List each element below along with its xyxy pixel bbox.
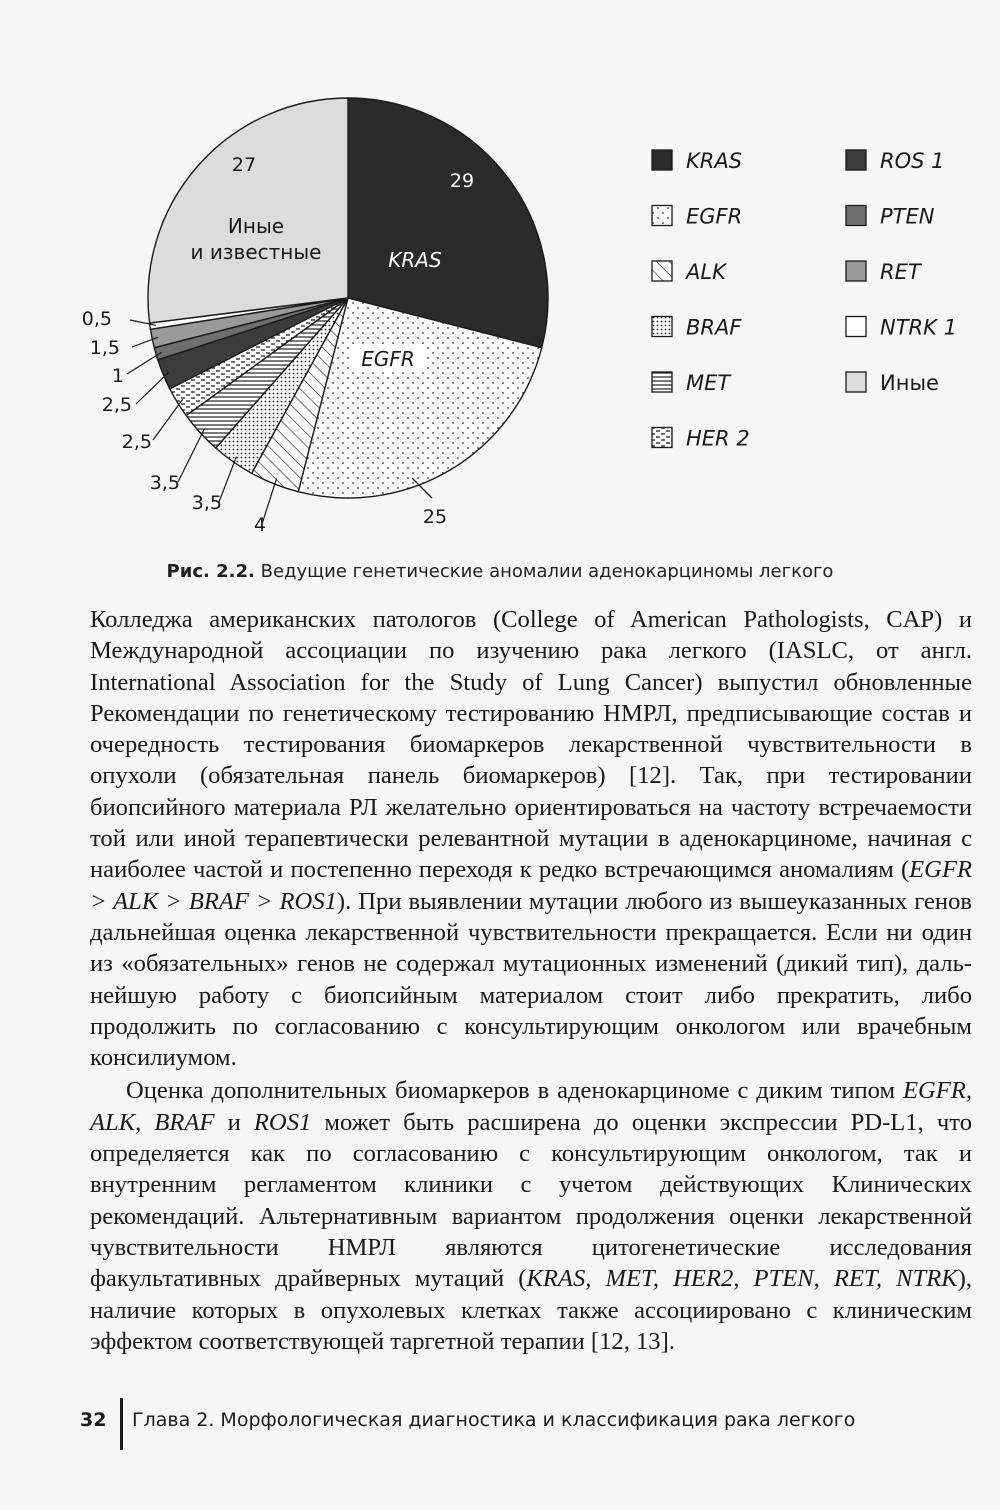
legend-swatch <box>846 372 866 392</box>
legend-item-pten <box>846 205 935 229</box>
slice-value-label: 27 <box>231 154 257 176</box>
leader-line <box>127 352 162 374</box>
slice-value-label: 0,5 <box>81 308 112 330</box>
legend-item-alk <box>652 260 728 284</box>
legend-swatch <box>846 206 866 226</box>
legend-label: NTRK 1 <box>880 315 957 340</box>
legend-label: RET <box>880 260 921 284</box>
text-run: ), наличие которых в опухолевых клетках также ассоциировано с клиническим эффектом соответствующей таргетной терапии [12, 13]. <box>90 1265 972 1355</box>
legend-swatch <box>652 206 672 226</box>
legend-label: ALK <box>686 260 726 284</box>
legend-item-egfr <box>652 205 742 229</box>
chart-legend <box>652 149 957 451</box>
figure-caption-text: Ведущие генетические аномалии аденокарциномы легкого <box>260 561 834 582</box>
paragraph <box>90 1075 972 1357</box>
slice-value-label: 25 <box>422 506 448 528</box>
figure-caption <box>0 561 1000 582</box>
legend-swatch <box>846 317 866 337</box>
legend-item-иные <box>846 371 939 395</box>
legend-label: ROS 1 <box>880 149 945 173</box>
legend-swatch <box>846 261 866 281</box>
legend-label: EGFR <box>686 204 743 229</box>
text-run: Оценка дополнительных биомаркеров в аденокарциноме с диким типом <box>126 1077 904 1105</box>
legend-swatch <box>846 150 866 170</box>
legend-item-ros-1 <box>846 149 945 173</box>
page-number: 32 <box>80 1409 107 1431</box>
slice-inner-label: и известные <box>190 240 322 264</box>
slice-inner-label: Иные <box>227 214 285 238</box>
text-run: ). При выявлении мутации любого из вышеуказанных генов дальнейшая оценка лекарственной чувствительности прекращается. Если ни один из «обязательных» генов не содержал мутационных изменений (дикий тип), дальнейшую работу с биопсийным материалом стоит либо прекратить, либо продолжить по согласованию с консультирующим онкологом или врачебным консилиумом. <box>90 887 972 1072</box>
pie-slices <box>148 98 548 498</box>
legend-item-kras <box>652 149 742 173</box>
legend-item-braf <box>652 316 742 340</box>
leader-line <box>153 399 183 440</box>
italic-term: EGFR, ALK, BRAF <box>90 1077 972 1136</box>
slice-value-label: 2,5 <box>121 431 152 453</box>
paragraph <box>90 604 972 1073</box>
slice-value-label: 3,5 <box>149 472 180 494</box>
pie-chart <box>0 0 1000 550</box>
text-run: и <box>214 1108 254 1136</box>
slice-inner-label: EGFR <box>361 347 415 371</box>
italic-term: ROS1 <box>253 1108 312 1136</box>
slice-value-label: 29 <box>449 170 475 192</box>
text-run: может быть расширена до оценки экспрессии PD-L1, что определяется как по согласованию с консультирующим онкологом, так и внутренним регламентом клиники с учетом действующих Клинических рекомендаций. Альтернативным вариантом продолжения оценки лекарственной чувствительности НМРЛ являются цитогенетические исследования факультативных драйверных мутаций ( <box>90 1108 972 1293</box>
slice-value-label: 4 <box>253 514 266 536</box>
legend-item-ret <box>846 260 923 284</box>
legend-swatch <box>652 317 672 337</box>
legend-item-met <box>652 371 732 395</box>
legend-item-ntrk-1 <box>846 316 957 340</box>
italic-term: KRAS, MET, HER2, PTEN, RET, NTRK <box>526 1265 958 1293</box>
leader-line <box>136 372 169 404</box>
legend-label: BRAF <box>686 315 742 340</box>
figure-number: Рис. 2.2. <box>166 561 255 582</box>
legend-item-her-2 <box>652 427 750 451</box>
body-text <box>90 604 972 1357</box>
running-footer-chapter: Глава 2. Морфологическая диагностика и классификация рака легкого <box>132 1409 856 1431</box>
legend-swatch <box>652 372 672 392</box>
legend-label: HER 2 <box>686 426 750 451</box>
legend-label: Иные <box>880 371 939 395</box>
pie-slice-иные <box>148 98 348 323</box>
slice-value-label: 2,5 <box>101 394 132 416</box>
legend-label: PTEN <box>880 204 935 229</box>
text-run: Колледжа американских патологов (College of American Pathologists, CAP) и Международной ассоциации по изучению рака легкого (IASLC, от англ. International Association for the Study of Lung Cancer) выпустил обновленные Рекомендации по генетическому тестированию НМРЛ, предписывающие состав и очередность тестирования биомаркеров лекарственной чувствительности в опухоли (обязательная панель биомаркеров) [12]. Так, при тестировании биопсийного материала РЛ желательно ориентироваться на частоту встречаемости той или иной терапевтически релевантной мутации в аденокарциноме, начиная с наиболее частой и постепенно переходя к редко встречающимся аномалиям ( <box>90 606 972 884</box>
slice-value-label: 1,5 <box>89 337 120 359</box>
legend-label: KRAS <box>686 149 743 173</box>
legend-label: MET <box>686 371 731 395</box>
leader-line <box>178 429 205 482</box>
footer-divider <box>120 1398 123 1450</box>
legend-swatch <box>652 428 672 448</box>
slice-value-label: 1 <box>111 365 124 387</box>
legend-swatch <box>652 150 672 170</box>
italic-term: EGFR > ALK > BRAF > ROS1 <box>90 856 972 915</box>
legend-swatch <box>652 261 672 281</box>
slice-inner-label: KRAS <box>388 248 442 272</box>
slice-value-label: 3,5 <box>191 492 222 514</box>
